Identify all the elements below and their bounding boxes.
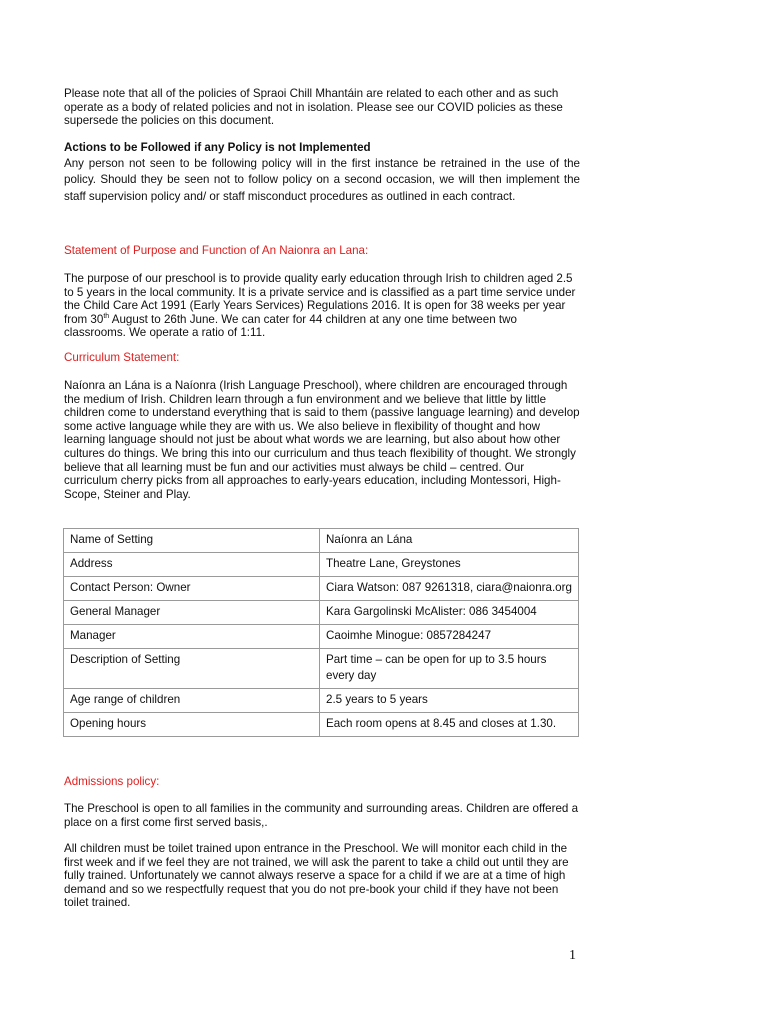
admissions-text-1: The Preschool is open to all families in the community and surrounding areas. Children are offered a place on a first come first served basis,. bbox=[64, 802, 579, 829]
statement-superscript: th bbox=[103, 312, 110, 320]
table-row bbox=[64, 689, 579, 713]
table-row bbox=[64, 529, 579, 553]
table-cell-value: Naíonra an Lána bbox=[320, 529, 579, 553]
statement-paragraph bbox=[64, 272, 580, 340]
curriculum-paragraph bbox=[64, 379, 580, 501]
statement-heading: Statement of Purpose and Function of An Naionra an Lana: bbox=[64, 244, 369, 257]
table-row bbox=[64, 577, 579, 601]
table-cell-value: Part time – can be open for up to 3.5 hours every day bbox=[320, 649, 579, 689]
table-cell-value: Ciara Watson: 087 9261318, ciara@naionra.org bbox=[320, 577, 579, 601]
table-cell-label: Manager bbox=[64, 625, 320, 649]
table-row bbox=[64, 713, 579, 737]
intro-text: Please note that all of the policies of Spraoi Chill Mhantáin are related to each other and as such operate as a body of related policies and not in isolation. Please see our COVID policies as these supersede the policies on this document. bbox=[64, 87, 563, 128]
actions-heading: Actions to be Followed if any Policy is not Implemented bbox=[64, 141, 371, 154]
table-cell-value: Theatre Lane, Greystones bbox=[320, 553, 579, 577]
table-row bbox=[64, 625, 579, 649]
table-cell-label: Age range of children bbox=[64, 689, 320, 713]
table-cell-value: 2.5 years to 5 years bbox=[320, 689, 579, 713]
actions-section bbox=[64, 141, 580, 205]
curriculum-heading: Curriculum Statement: bbox=[64, 351, 180, 364]
table-row bbox=[64, 601, 579, 625]
table-cell-label: Opening hours bbox=[64, 713, 320, 737]
curriculum-text: Naíonra an Lána is a Naíonra (Irish Language Preschool), where children are encouraged through the medium of Irish. Children learn through a fun environment and we believe that little by little children come to understand everything that is said to them (passive language learning) and develop some active language while they are with us. We also believe in flexibility of thought and how learning language should not just be about what words we are learning, but also about how other cultures do things. We bring this into our curriculum and thus teach flexibility of thought. We strongly believe that all learning must be fun and our activities must always be child – centred. Our curriculum cherry picks from all approaches to early-years education, including Montessori, High-Scope, Steiner and Play. bbox=[64, 379, 580, 501]
table-row bbox=[64, 553, 579, 577]
intro-paragraph bbox=[64, 87, 580, 128]
admissions-heading: Admissions policy: bbox=[64, 775, 160, 788]
table-cell-label: Address bbox=[64, 553, 320, 577]
admissions-paragraph-2 bbox=[64, 842, 580, 910]
table-cell-label: Contact Person: Owner bbox=[64, 577, 320, 601]
table-cell-value: Caoimhe Minogue: 0857284247 bbox=[320, 625, 579, 649]
table-cell-label: General Manager bbox=[64, 601, 320, 625]
table-cell-label: Description of Setting bbox=[64, 649, 320, 689]
statement-text-part2: August to 26th June. We can cater for 44 children at any one time between two classrooms. We operate a ratio of 1:11. bbox=[64, 312, 517, 340]
page-number: 1 bbox=[569, 948, 576, 963]
statement-text-part1: The purpose of our preschool is to provide quality early education through Irish to children aged 2.5 to 5 years in the local community. It is a private service and is classified as a part time service under the Child Care Act 1991 (Early Years Services) Regulations 2016. It is open for 38 weeks per year from 30 bbox=[64, 272, 576, 326]
table-cell-value: Kara Gargolinski McAlister: 086 3454004 bbox=[320, 601, 579, 625]
table-cell-value: Each room opens at 8.45 and closes at 1.30. bbox=[320, 713, 579, 737]
statement-text bbox=[64, 272, 580, 340]
table-cell-label: Name of Setting bbox=[64, 529, 320, 553]
actions-text: Any person not seen to be following policy will in the first instance be retrained in the use of the policy. Should they be seen not to follow policy on a second occasion, we will then implement the staff supervision policy and/ or staff misconduct procedures as outlined in each contract. bbox=[64, 156, 580, 203]
table-row bbox=[64, 649, 579, 689]
admissions-text-2: All children must be toilet trained upon entrance in the Preschool. We will monitor each child in the first week and if we feel they are not trained, we will ask the parent to take a child out until they are fully trained. Unfortunately we cannot always reserve a space for a child if we are at a time of high demand and so we respectfully request that you do not pre-book your child if they have not been toilet trained. bbox=[64, 842, 569, 910]
admissions-paragraph-1 bbox=[64, 802, 580, 829]
setting-details-table bbox=[63, 528, 579, 737]
